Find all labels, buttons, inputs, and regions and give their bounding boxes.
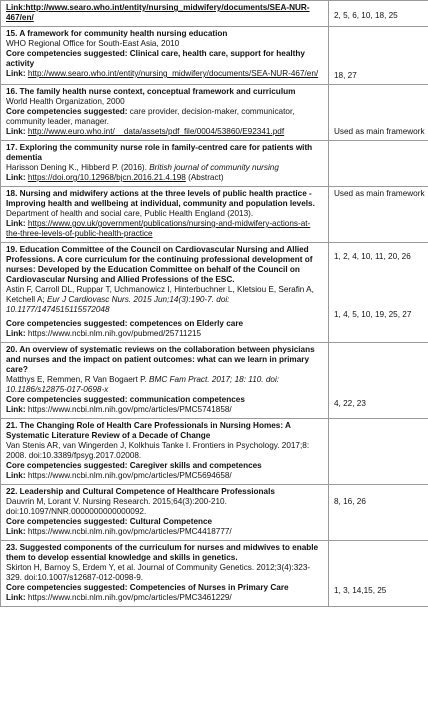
competencies-label: Core competencies suggested: [6, 395, 128, 404]
reference-cell [1, 343, 329, 419]
competency-numbers: Used as main framework [329, 187, 428, 243]
table-row [1, 27, 428, 85]
table-row [1, 419, 428, 485]
reference-link[interactable]: http://www.euro.who.int/__data/assets/pdf_file/0004/53860/E92341.pdf [27, 127, 285, 136]
reference-link[interactable]: https://doi.org/10.12968/bjcn.2016.21.4.198 [27, 173, 186, 182]
competencies-value: care provider, decision-maker, communicator, community leader, manager. [6, 107, 295, 126]
competency-numbers: 1, 3, 14,15, 25 [329, 541, 428, 607]
reference-link[interactable]: https://www.ncbi.nlm.nih.gov/pubmed/25711215 [27, 329, 202, 338]
reference-title: 15. A framework for community health nursing education [6, 29, 228, 38]
journal-name: British journal of community nursing [149, 163, 279, 172]
link-label: Link: [6, 127, 26, 136]
reference-source: Harisson Dening K., Hibberd P. (2016). [6, 163, 147, 172]
reference-title: 23. Suggested components of the curriculum for nurses and midwives to enable them to develop essential knowledge and skills in genetics. [6, 543, 319, 562]
table-row [1, 1, 428, 27]
reference-cell [1, 141, 329, 187]
competency-numbers [329, 419, 428, 485]
competencies-label: Core competencies suggested: [6, 107, 128, 116]
competency-numbers: Used as main framework [329, 85, 428, 141]
competency-numbers: 8, 16, 26 [329, 485, 428, 541]
reference-title: 19. Education Committee of the Council on Cardiovascular Nursing and Allied Professions. A core curriculum for the continuing professional development of nurses: Developed by the Education Committee on behalf of the Council on Cardiovascular Nursing and Allied Professions of the ESC. [6, 245, 313, 284]
competency-numbers: 4, 22, 23 [329, 343, 428, 419]
reference-authors: Van Stenis AR, van Wingerden J, Kolkhuis Tanke I. Frontiers in Psychology. 2017;8: 2008. doi:10.3389/fpsyg.2017.02008. [6, 441, 310, 460]
competencies-label: Core competencies suggested: [6, 49, 128, 58]
competencies-value: Caregiver skills and competences [129, 461, 262, 470]
reference-title: 18. Nursing and midwifery actions at the three levels of public health practice - Improving health and wellbeing at individual, community and population levels. [6, 189, 315, 208]
reference-cell [1, 485, 329, 541]
reference-link[interactable]: https://www.ncbi.nlm.nih.gov/pmc/articles/PMC5741858/ [27, 405, 232, 414]
link-label: Link: [6, 593, 26, 602]
table-row [1, 187, 428, 243]
link-label: Link: [6, 173, 26, 182]
competencies-label: Core competencies suggested: [6, 517, 128, 526]
link-label: Link: [6, 527, 26, 536]
competencies-label: Core competencies suggested: [6, 319, 128, 328]
reference-title: 20. An overview of systematic reviews on the collaboration between physicians and nurses and the impact on patient outcomes: what can we learn in primary care? [6, 345, 315, 374]
competency-numbers: 1, 2, 4, 10, 11, 20, 26 1, 4, 5, 10, 19, 25, 27 [329, 243, 428, 343]
reference-title: 22. Leadership and Cultural Competence of Healthcare Professionals [6, 487, 275, 496]
reference-source: Department of health and social care, Public Health England (2013). [6, 209, 254, 218]
competencies-label: Core competencies suggested: [6, 583, 128, 592]
link-label: Link: [6, 471, 26, 480]
reference-link[interactable]: http://www.searo.who.int/entity/nursing_midwifery/documents/SEA-NUR-467/en/ [27, 69, 319, 78]
competencies-value: Competencies of Nurses in Primary Care [129, 583, 289, 592]
table-row [1, 485, 428, 541]
reference-title: 21. The Changing Role of Health Care Professionals in Nursing Homes: A Systematic Literature Review of a Decade of Change [6, 421, 291, 440]
table-row [1, 343, 428, 419]
reference-cell [1, 243, 329, 343]
competencies-label: Core competencies suggested: [6, 461, 128, 470]
reference-cell [1, 27, 329, 85]
competency-numbers [329, 141, 428, 187]
table-row [1, 243, 428, 343]
reference-source: WHO Regional Office for South-East Asia, 2010 [6, 39, 180, 48]
reference-authors: Matthys E, Remmen, R Van Bogaert P. [6, 375, 147, 384]
reference-authors: Dauvrin M, Lorant V. Nursing Research. 2015;64(3):200-210. doi:10.1097/NNR.0000000000000092. [6, 497, 227, 516]
link-label: Link: [6, 69, 26, 78]
reference-cell [1, 1, 329, 27]
link-label: Link: [6, 219, 26, 228]
table-row [1, 85, 428, 141]
reference-authors: Skirton H, Barnoy S, Erdem Y, et al. Journal of Community Genetics. 2012;3(4):323-329. doi:10.1007/s12687-012-0098-9. [6, 563, 311, 582]
reference-title: 16. The family health nurse context, conceptual framework and curriculum [6, 87, 296, 96]
reference-cell [1, 85, 329, 141]
reference-cell [1, 187, 329, 243]
table-row [1, 541, 428, 607]
competency-numbers: 18, 27 [329, 27, 428, 85]
link-suffix: (Abstract) [188, 173, 224, 182]
reference-authors: Astin F, Carroll DL, Ruppar T, Uchmanowicz I, Hinterbuchner L, Kletsiou E, Serafin A, Ketchell A; [6, 285, 314, 304]
reference-source: World Health Organization, 2000 [6, 97, 125, 106]
reference-link[interactable]: https://www.gov.uk/government/publications/nursing-and-midwifery-actions-at-the-three-levels-of-public-health-practice [6, 219, 311, 238]
reference-link[interactable]: https://www.ncbi.nlm.nih.gov/pmc/articles/PMC5694658/ [27, 471, 232, 480]
reference-title: 17. Exploring the community nurse role in family-centred care for patients with dementia [6, 143, 313, 162]
journal-citation: Eur J Cardiovasc Nurs. 2015 Jun;14(3):190-7. doi: 10.1177/1474515115572048 [6, 295, 230, 314]
table-row [1, 141, 428, 187]
link-label: Link: [6, 329, 26, 338]
reference-link[interactable]: https://www.ncbi.nlm.nih.gov/pmc/articles/PMC4418777/ [27, 527, 232, 536]
link-label: Link: [6, 405, 26, 414]
journal-citation: BMC Fam Pract. 2017; 18: 110. doi: 10.1186/s12875-017-0698-x [6, 375, 280, 394]
competency-numbers: 2, 5, 6, 10, 18, 25 [329, 1, 428, 27]
reference-link[interactable]: https://www.ncbi.nlm.nih.gov/pmc/articles/PMC3461229/ [27, 593, 232, 602]
reference-link[interactable]: Link:http://www.searo.who.int/entity/nursing_midwifery/documents/SEA-NUR-467/en/ [6, 3, 310, 22]
competencies-value: Clinical care, health care, support for healthy activity [6, 49, 305, 68]
reference-cell [1, 419, 329, 485]
competencies-value: competences on Elderly care [129, 319, 244, 328]
competencies-value: communication competences [129, 395, 245, 404]
reference-cell [1, 541, 329, 607]
competencies-value: Cultural Competence [129, 517, 213, 526]
